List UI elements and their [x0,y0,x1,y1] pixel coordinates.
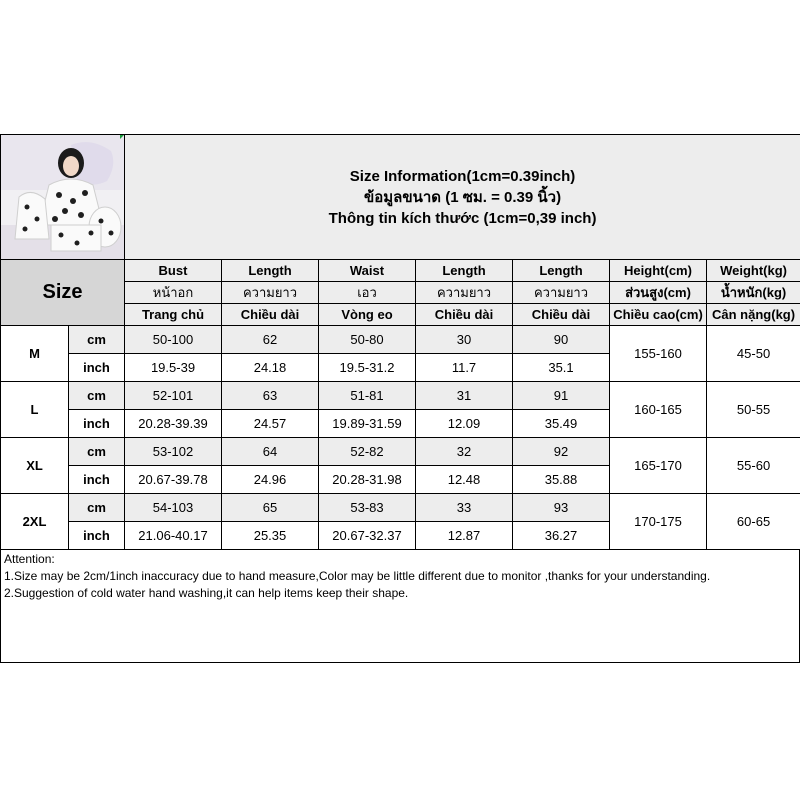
title-thai: ข้อมูลขนาด (1 ซม. = 0.39 นิ้ว) [364,188,562,206]
measurement-cell: 91 [513,382,610,410]
column-header-en: Height(cm) [610,260,707,282]
measurement-cell: 24.96 [222,466,319,494]
unit-label: cm [69,326,125,354]
measurement-cell: 12.48 [416,466,513,494]
measurement-cell: 35.49 [513,410,610,438]
unit-label: cm [69,382,125,410]
column-header-vi: Cân nặng(kg) [707,304,800,326]
column-header-th: หน้าอก [125,282,222,304]
measurement-cell: 53-102 [125,438,222,466]
unit-label: inch [69,410,125,438]
column-header-vi: Chiều dài [222,304,319,326]
column-header-th: น้ำหนัก(kg) [707,282,800,304]
weight-range: 60-65 [707,494,800,550]
measurement-cell: 36.27 [513,522,610,550]
column-header-en: Length [416,260,513,282]
measurement-cell: 63 [222,382,319,410]
measurement-cell: 65 [222,494,319,522]
column-header-vi: Chiều dài [513,304,610,326]
size-name: M [1,326,69,382]
table-row [1,326,800,354]
weight-range: 45-50 [707,326,800,382]
size-chart-table [0,134,800,550]
measurement-cell: 19.89-31.59 [319,410,416,438]
measurement-cell: 35.88 [513,466,610,494]
unit-label: cm [69,494,125,522]
measurement-cell: 52-101 [125,382,222,410]
size-name: L [1,382,69,438]
size-info-title [125,135,800,260]
measurement-cell: 64 [222,438,319,466]
weight-range: 55-60 [707,438,800,494]
measurement-cell: 20.67-39.78 [125,466,222,494]
measurement-cell: 20.67-32.37 [319,522,416,550]
attention-notes [0,550,800,663]
table-row [1,382,800,410]
column-header-en: Length [222,260,319,282]
size-chart-sheet [0,134,800,666]
measurement-cell: 92 [513,438,610,466]
table-row [1,438,800,466]
height-range: 165-170 [610,438,707,494]
column-header-vi: Chiều cao(cm) [610,304,707,326]
column-header-vi: Chiều dài [416,304,513,326]
table-row [1,494,800,522]
measurement-cell: 35.1 [513,354,610,382]
measurement-cell: 50-100 [125,326,222,354]
measurement-cell: 53-83 [319,494,416,522]
column-header-en: Waist [319,260,416,282]
measurement-cell: 12.87 [416,522,513,550]
measurement-cell: 25.35 [222,522,319,550]
title-english: Size Information(1cm=0.39inch) [349,167,576,185]
column-header-th: ส่วนสูง(cm) [610,282,707,304]
measurement-cell: 33 [416,494,513,522]
measurement-cell: 62 [222,326,319,354]
measurement-cell: 90 [513,326,610,354]
column-header-vi: Vòng eo [319,304,416,326]
notes-heading: Attention: [4,552,55,566]
size-name: 2XL [1,494,69,550]
unit-label: inch [69,522,125,550]
unit-label: inch [69,466,125,494]
measurement-cell: 93 [513,494,610,522]
measurement-cell: 12.09 [416,410,513,438]
measurement-cell: 31 [416,382,513,410]
column-header-en: Bust [125,260,222,282]
measurement-cell: 24.18 [222,354,319,382]
title-vietnamese: Thông tin kích thước (1cm=0,39 inch) [328,209,597,227]
height-range: 170-175 [610,494,707,550]
measurement-cell: 54-103 [125,494,222,522]
measurement-cell: 11.7 [416,354,513,382]
measurement-cell: 51-81 [319,382,416,410]
weight-range: 50-55 [707,382,800,438]
column-header-th: เอว [319,282,416,304]
column-header-en: Length [513,260,610,282]
measurement-cell: 24.57 [222,410,319,438]
product-photo [1,135,125,260]
measurement-cell: 20.28-39.39 [125,410,222,438]
size-name: XL [1,438,69,494]
measurement-cell: 32 [416,438,513,466]
measurement-cell: 52-82 [319,438,416,466]
notes-line: 1.Size may be 2cm/1inch inaccuracy due to hand measure,Color may be little different due to monitor ,thanks for your understanding. [4,569,711,583]
notes-line: 2.Suggestion of cold water hand washing,it can help items keep their shape. [4,586,409,600]
unit-label: cm [69,438,125,466]
measurement-cell: 21.06-40.17 [125,522,222,550]
height-range: 155-160 [610,326,707,382]
product-photo-illustration [1,135,125,259]
size-header: Size [1,260,125,326]
column-header-th: ความยาว [416,282,513,304]
unit-label: inch [69,354,125,382]
measurement-cell: 20.28-31.98 [319,466,416,494]
measurement-cell: 50-80 [319,326,416,354]
column-header-vi: Trang chủ [125,304,222,326]
measurement-cell: 30 [416,326,513,354]
height-range: 160-165 [610,382,707,438]
corner-mark-icon [120,135,124,139]
column-header-en: Weight(kg) [707,260,800,282]
measurement-cell: 19.5-39 [125,354,222,382]
column-header-th: ความยาว [222,282,319,304]
measurement-cell: 19.5-31.2 [319,354,416,382]
column-header-th: ความยาว [513,282,610,304]
